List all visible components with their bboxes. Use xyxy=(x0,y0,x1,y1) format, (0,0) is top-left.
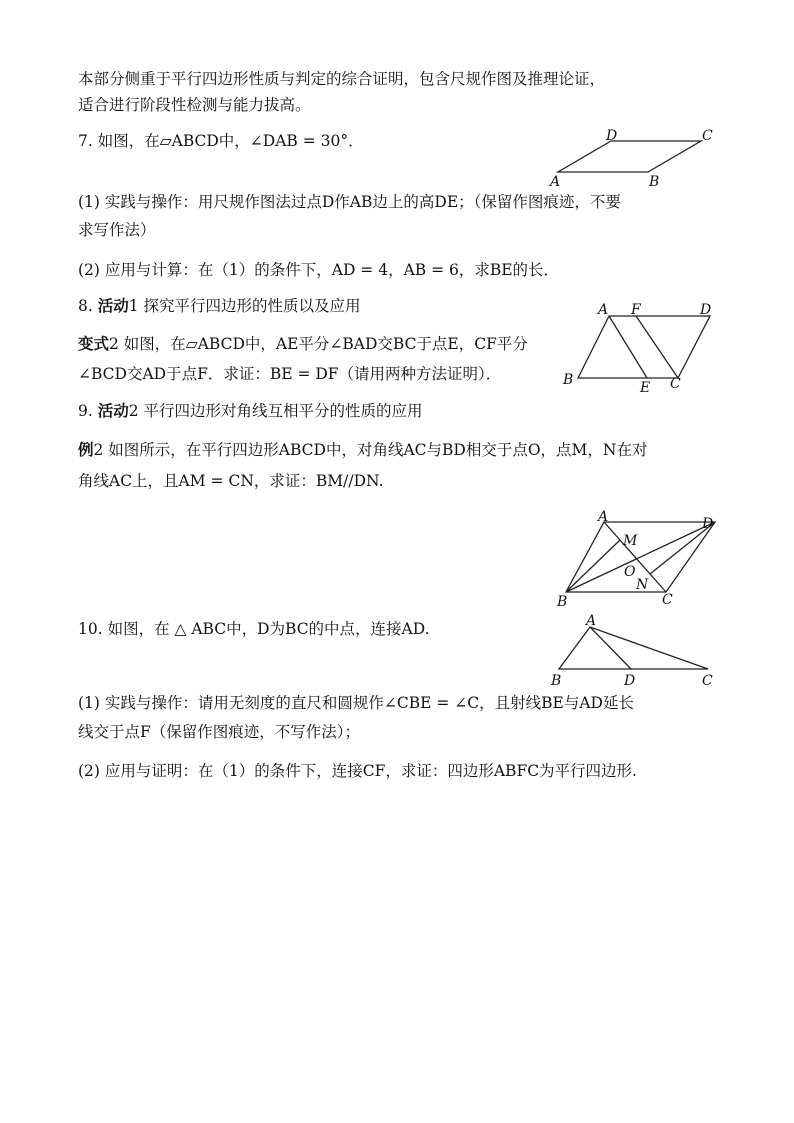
q9-label-b: B xyxy=(557,594,568,610)
q8-segment-cf xyxy=(636,316,678,378)
q7-label-d: D xyxy=(606,128,618,144)
q8-parallelogram xyxy=(578,316,710,378)
q9-example-tag: 例 xyxy=(78,441,94,459)
q10-part2: (2) 应用与证明：在（1）的条件下，连接CF，求证：四边形ABFC为平行四边形. xyxy=(78,762,637,780)
q10-stem: 10. 如图，在 △ ABC中，D为BC的中点，连接AD. xyxy=(78,620,430,638)
q9-label-d: D xyxy=(702,516,714,532)
q8-title xyxy=(78,295,361,317)
q9-label-c: C xyxy=(662,592,673,608)
q8-segment-ae xyxy=(609,316,647,378)
q7-parallelogram xyxy=(558,141,701,172)
q8-label-f: F xyxy=(631,302,641,318)
q10-part1-line-1: (1) 实践与操作：请用无刻度的直尺和圆规作∠CBE = ∠C，且射线BE与AD延长 xyxy=(78,694,634,712)
q10-part1-line-2: 线交于点F（保留作图痕迹，不写作法）； xyxy=(78,723,361,741)
q9-segment-bm xyxy=(566,540,620,592)
q8-label-b: B xyxy=(563,372,574,388)
intro-line-2: 适合进行阶段性检测与能力拔高。 xyxy=(78,96,311,114)
q10-segment-ad xyxy=(590,627,631,669)
q9-label-n: N xyxy=(636,577,649,593)
q9-title-text: 2 平行四边形对角线互相平分的性质的应用 xyxy=(128,402,423,420)
q8-number: 8. xyxy=(78,297,98,315)
q8-label-e: E xyxy=(640,380,651,396)
q10-label-c: C xyxy=(702,673,713,689)
q7-part1-line-1: (1) 实践与操作：用尺规作图法过点D作AB边上的高DE；（保留作图痕迹，不要 xyxy=(78,193,621,211)
q8-label-c: C xyxy=(670,376,681,392)
q9-line-1 xyxy=(78,439,647,461)
intro-line-1: 本部分侧重于平行四边形性质与判定的综合证明，包含尺规作图及推理论证， xyxy=(78,70,606,88)
q7-parallelogram-figure xyxy=(548,128,718,192)
q9-label-o: O xyxy=(624,564,636,580)
q8-line-1 xyxy=(78,333,528,355)
q10-triangle-abc xyxy=(559,627,708,669)
q7-label-b: B xyxy=(649,174,660,190)
q10-label-d: D xyxy=(624,673,636,689)
q9-parallelogram-figure xyxy=(552,509,727,612)
q8-title-text: 1 探究平行四边形的性质以及应用 xyxy=(128,297,361,315)
q9-activity-tag: 活动 xyxy=(97,402,129,420)
q8-line-1-text: 2 如图，在▱ABCD中，AE平分∠BAD交BC于点E，CF平分 xyxy=(109,335,528,353)
q10-label-b: B xyxy=(551,673,562,689)
q8-line-2: ∠BCD交AD于点F．求证：BE = DF（请用两种方法证明）． xyxy=(78,365,502,383)
q9-label-m: M xyxy=(623,533,638,549)
q8-label-a: A xyxy=(598,302,609,318)
q8-activity-tag: 活动 xyxy=(97,297,129,315)
q7-part2: (2) 应用与计算：在（1）的条件下，AD = 4，AB = 6，求BE的长． xyxy=(78,261,560,279)
q9-line-1-text: 2 如图所示，在平行四边形ABCD中，对角线AC与BD相交于点O，点M，N在对 xyxy=(93,441,648,459)
q9-title xyxy=(78,400,423,422)
q8-variant-tag: 变式 xyxy=(78,335,110,353)
q9-number: 9. xyxy=(78,402,98,420)
q7-stem: 7. 如图，在▱ABCD中，∠DAB = 30°． xyxy=(78,132,364,150)
q7-part1-line-2: 求写作法） xyxy=(78,221,156,239)
q8-label-d: D xyxy=(700,302,712,318)
q7-label-a: A xyxy=(550,174,561,190)
q9-label-a: A xyxy=(598,509,609,525)
q10-triangle-figure xyxy=(550,612,720,690)
q7-label-c: C xyxy=(702,128,713,144)
q9-line-2: 角线AC上，且AM = CN，求证：BM//DN. xyxy=(78,472,384,490)
q10-label-a: A xyxy=(586,613,597,629)
q8-parallelogram-figure xyxy=(560,298,720,398)
